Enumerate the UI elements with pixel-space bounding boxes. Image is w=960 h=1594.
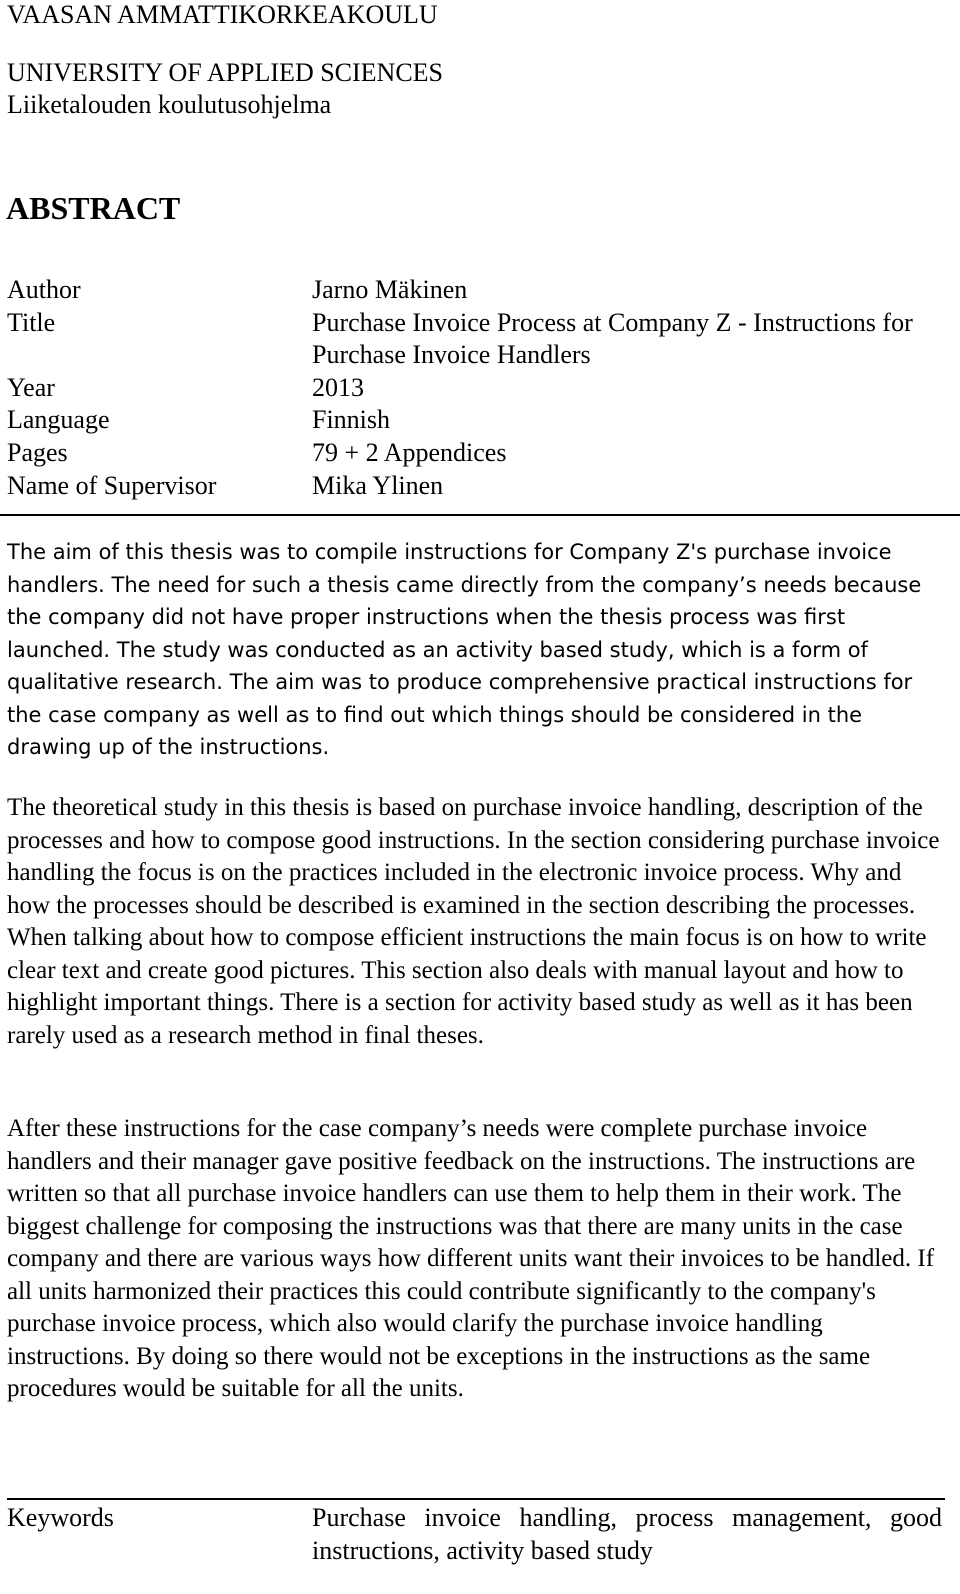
- language-row: [0, 404, 960, 437]
- author-value: Jarno Mäkinen: [312, 275, 468, 304]
- title-row: [0, 307, 960, 372]
- year-value: 2013: [312, 372, 364, 402]
- author-label: Author: [7, 275, 81, 304]
- title-value: Purchase Invoice Process at Company Z - Instructions for Purchase Invoice Handlers: [312, 307, 913, 370]
- author-row: [0, 274, 960, 307]
- pages-label: Pages: [7, 437, 68, 467]
- language-value: Finnish: [312, 405, 391, 435]
- pages-row: [0, 437, 960, 470]
- language-label: Language: [7, 405, 110, 435]
- programme-name: Liiketalouden koulutusohjelma: [7, 90, 332, 119]
- abstract-paragraph-1: The aim of this thesis was to compile instructions for Company Z's purchase invoice handlers. The need for such a thesis came directly from the company’s needs because the company did not have proper instructions when the thesis process was first launched. The study was conducted as an activity based study, which is a form of qualitative research. The aim was to produce comprehensive practical instructions for the case company as well as to find out which things should be considered in the drawing up of the instructions.: [7, 540, 922, 759]
- institution-name: VAASAN AMMATTIKORKEAKOULU: [7, 0, 438, 29]
- keywords-divider: [7, 1498, 945, 1500]
- abstract-heading: ABSTRACT: [6, 190, 181, 226]
- supervisor-value: Mika Ylinen: [312, 470, 444, 500]
- supervisor-label: Name of Supervisor: [7, 470, 217, 500]
- title-label: Title: [7, 307, 56, 337]
- pages-value: 79 + 2 Appendices: [312, 437, 507, 467]
- supervisor-row: [0, 470, 960, 503]
- thesis-metadata-table: [0, 274, 960, 516]
- abstract-paragraph-3: After these instructions for the case company’s needs were complete purchase invoice handlers and their manager gave positive feedback on the instructions. The instructions are written so that all purchase invoice handlers can use them to help them in their work. The biggest challenge for composing the instructions was that there are many units in the case company and there are various ways how different units want their invoices to be handled. If all units harmonized their practices this could contribute significantly to the company's purchase invoice process, which also would clarify the purchase invoice handling instructions. By doing so there would not be exceptions in the instructions as the same procedures would be suitable for all the units.: [7, 1115, 935, 1402]
- keywords-label: Keywords: [7, 1503, 114, 1532]
- year-row: [0, 372, 960, 405]
- keywords-value: Purchase invoice handling, process management, good instructions, activity based study: [312, 1503, 942, 1565]
- institution-name-en: UNIVERSITY OF APPLIED SCIENCES: [7, 58, 444, 87]
- year-label: Year: [7, 372, 55, 402]
- abstract-paragraph-2: The theoretical study in this thesis is based on purchase invoice handling, description of the processes and how to compose good instructions. In the section considering purchase invoice handling the focus is on the practices included in the electronic invoice process. Why and how the processes should be described is examined in the section describing the processes. When talking about how to compose efficient instructions the main focus is on how to write clear text and create good pictures. This section also deals with manual layout and how to highlight important things. There is a section for activity based study as well as it has been rarely used as a research method in final theses.: [7, 794, 940, 1049]
